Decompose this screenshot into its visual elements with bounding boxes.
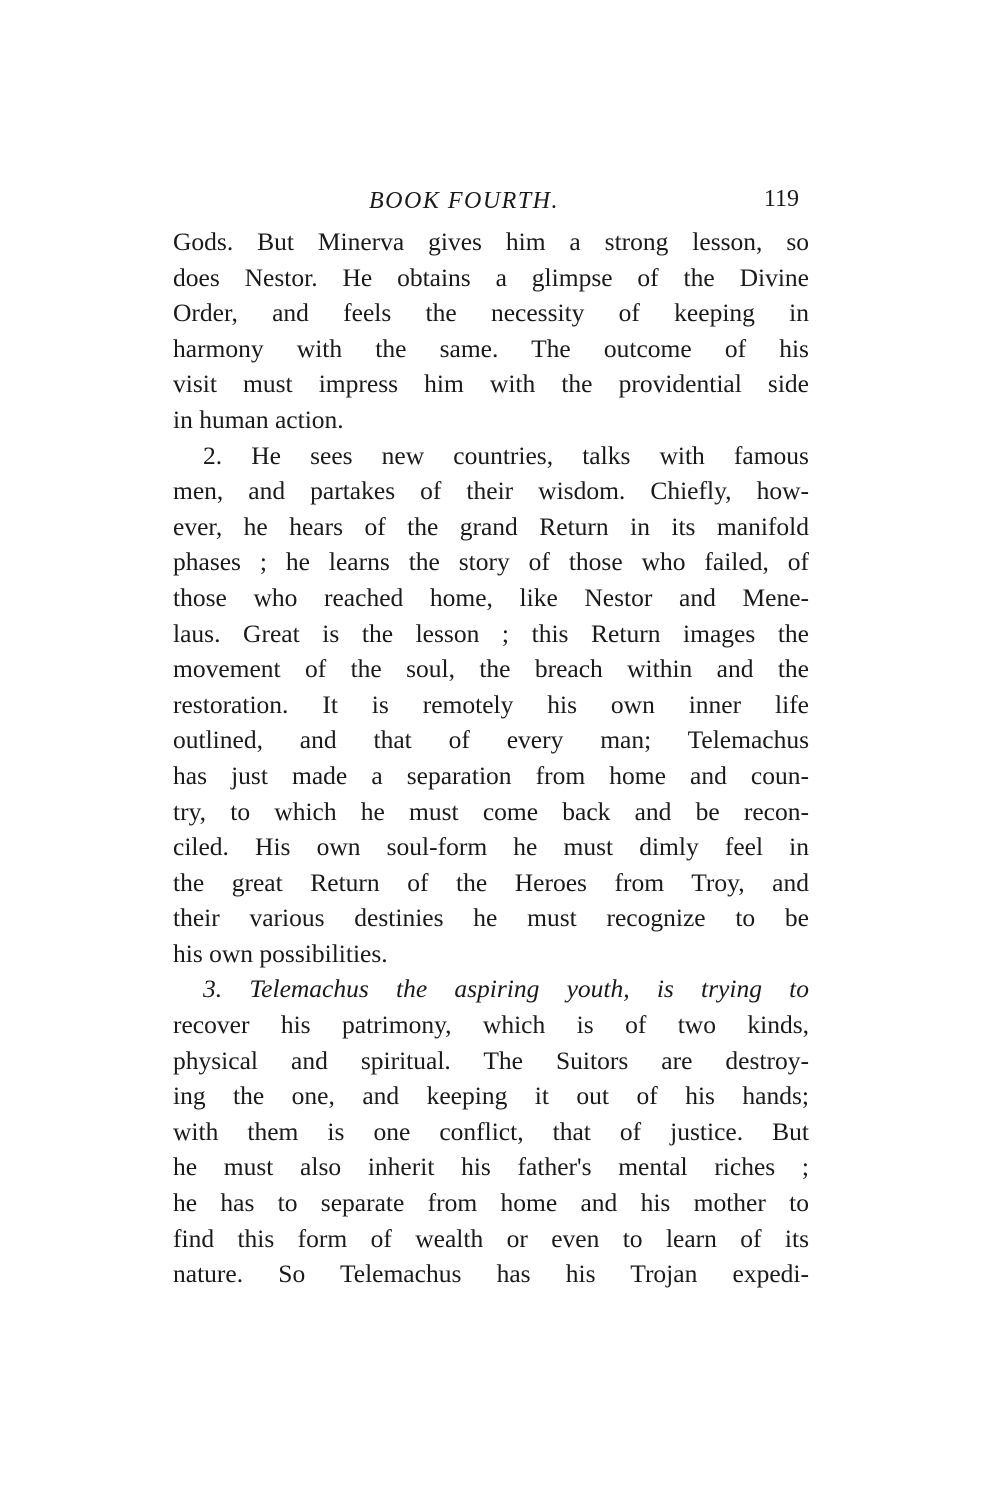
text-line: visit must impress him with the providential side [173, 369, 809, 399]
text-line: ciled. His own soul-form he must dimly feel in [173, 832, 809, 862]
text-line: those who reached home, like Nestor and Mene- [173, 582, 809, 612]
text-line: nature. So Telemachus has his Trojan expedi- [173, 1259, 809, 1289]
text-line: 2. He sees new countries, talks with famous [203, 440, 809, 470]
text-line: harmony with the same. The outcome of his [173, 333, 809, 363]
text-line: has just made a separation from home and coun- [173, 760, 809, 790]
text-line: recover his patrimony, which is of two kinds, [173, 1010, 809, 1040]
text-line: he must also inherit his father's mental riches ; [173, 1152, 809, 1182]
text-line: movement of the soul, the breach within and the [173, 654, 809, 684]
text-line: men, and partakes of their wisdom. Chiefly, how- [173, 476, 809, 506]
text-line: the great Return of the Heroes from Troy, and [173, 867, 809, 897]
text-line: find this form of wealth or even to learn of its [173, 1223, 809, 1253]
text-line: 3. Telemachus the aspiring youth, is trying to [203, 974, 809, 1004]
text-line: ing the one, and keeping it out of his hands; [173, 1081, 809, 1111]
text-line: physical and spiritual. The Suitors are destroy- [173, 1045, 809, 1075]
text-line: ever, he hears of the grand Return in its manifold [173, 511, 809, 541]
text-line: Order, and feels the necessity of keeping in [173, 298, 809, 328]
page-number: 119 [763, 186, 799, 212]
text-line: in human action. [173, 404, 344, 434]
text-line: laus. Great is the lesson ; this Return images the [173, 618, 809, 648]
text-line: Gods. But Minerva gives him a strong lesson, so [173, 227, 809, 256]
text-line: he has to separate from home and his mother to [173, 1188, 809, 1218]
running-title: BOOK FOURTH. [369, 188, 559, 214]
text-line: outlined, and that of every man; Telemachus [173, 725, 809, 755]
text-line: with them is one conflict, that of justice. But [173, 1116, 809, 1146]
text-line: his own possibilities. [173, 938, 388, 968]
text-line: phases ; he learns the story of those who failed, of [173, 547, 809, 577]
book-page [173, 180, 809, 1292]
text-line: try, to which he must come back and be recon- [173, 796, 809, 826]
text-line: does Nestor. He obtains a glimpse of the Divine [173, 262, 809, 292]
text-line: their various destinies he must recognize to be [173, 903, 809, 933]
text-line: restoration. It is remotely his own inner life [173, 689, 809, 719]
body-text [173, 224, 809, 1292]
running-head [173, 180, 809, 224]
